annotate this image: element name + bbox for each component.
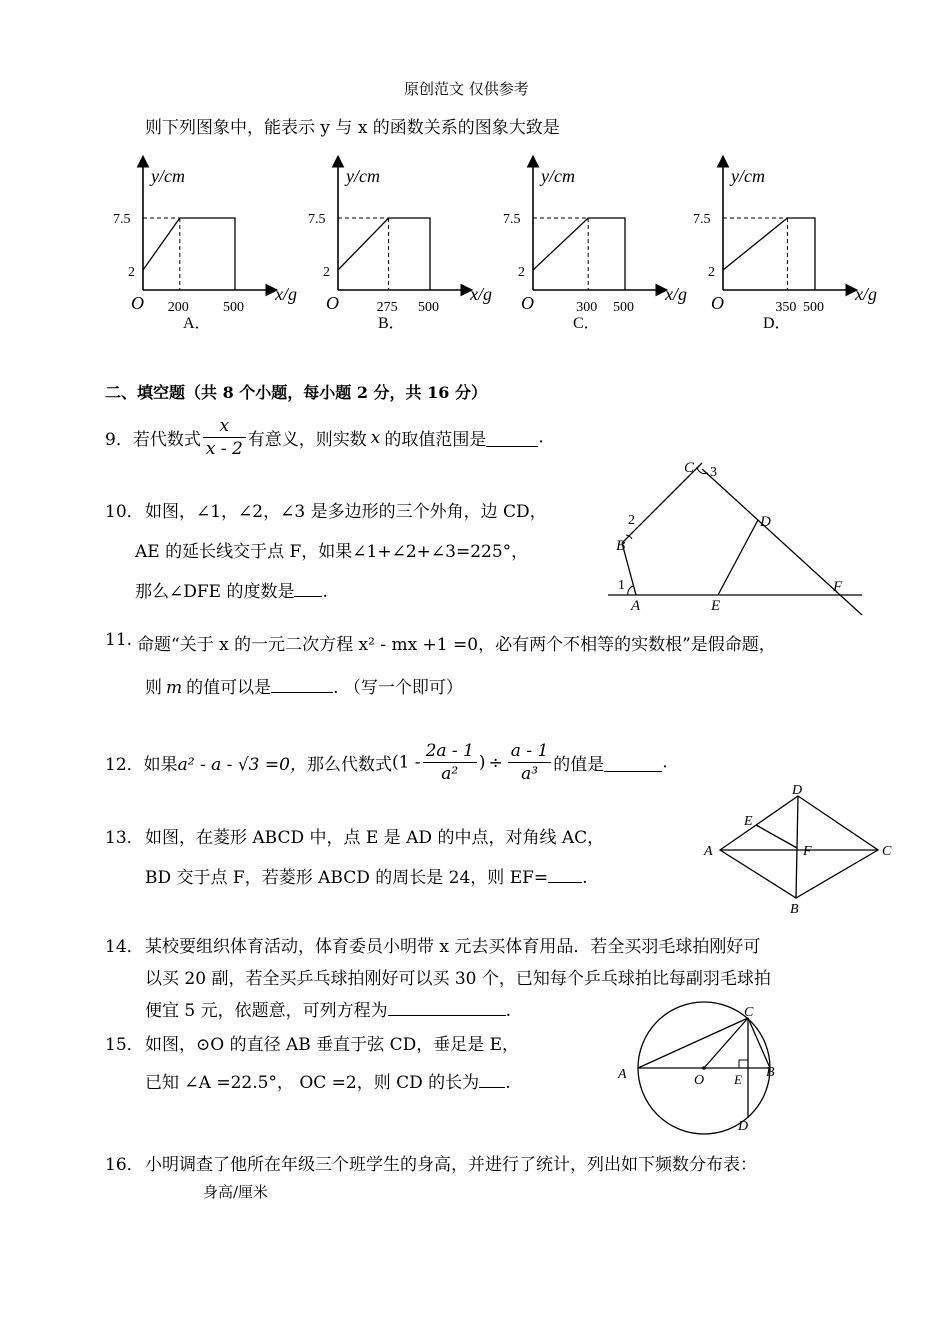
q14-line3-text: 便宜 5 元，依题意，可列方程为 bbox=[145, 1001, 388, 1021]
y-tick-label: 2 bbox=[708, 265, 715, 280]
function-line bbox=[723, 218, 815, 290]
function-line bbox=[338, 218, 430, 290]
q10-label-c: C bbox=[684, 460, 695, 476]
q13-label-a: A bbox=[704, 844, 713, 859]
q12-fraction-1 bbox=[423, 740, 477, 785]
y-axis-label: y/cm bbox=[541, 166, 575, 186]
y-axis-label: y/cm bbox=[346, 166, 380, 186]
q12-close: ) bbox=[478, 752, 486, 773]
q15-end: . bbox=[505, 1073, 511, 1093]
q15-label-b: B bbox=[766, 1065, 775, 1080]
section-2-title: 二、填空题（共 8 个小题，每小题 2 分，共 16 分） bbox=[105, 383, 487, 402]
q12-f1-num: 2a - 1 bbox=[423, 740, 477, 763]
x-axis-label: x/g bbox=[665, 284, 687, 304]
q12-div: ÷ bbox=[488, 752, 503, 773]
graph-a bbox=[113, 158, 297, 332]
option-label: A． bbox=[183, 315, 211, 332]
y-tick-label: 7.5 bbox=[503, 212, 521, 227]
q14-line3 bbox=[145, 996, 511, 1021]
y-tick-label: 2 bbox=[518, 265, 525, 280]
q12-pre: 如果 bbox=[143, 755, 178, 775]
q15-answer-blank[interactable] bbox=[479, 1070, 505, 1088]
q10-label-f: F bbox=[833, 579, 843, 595]
graph-c bbox=[503, 158, 687, 332]
q10-line3-text: 那么∠DFE 的度数是 bbox=[135, 582, 295, 602]
q16-table-header: 身高/厘米 bbox=[203, 1183, 269, 1201]
q10-line3 bbox=[135, 577, 328, 602]
q13-line2 bbox=[145, 863, 588, 888]
q9-frac-den: x - 2 bbox=[205, 439, 243, 459]
q9-answer-blank[interactable] bbox=[486, 429, 538, 447]
q9-post: 有意义，则实数 bbox=[247, 430, 367, 450]
q10-end: . bbox=[322, 582, 328, 602]
q10-label-b: B bbox=[616, 538, 626, 554]
q9-end: . bbox=[538, 427, 544, 448]
q13-line1: 如图，在菱形 ABCD 中，点 E 是 AD 的中点，对角线 AC， bbox=[145, 828, 605, 848]
q11-var: m bbox=[166, 678, 183, 698]
q9-pre: 若代数式 bbox=[132, 430, 201, 450]
q11-number: 11. bbox=[105, 630, 133, 650]
q14-answer-blank[interactable] bbox=[388, 998, 506, 1016]
q10-line1: 如图，∠1，∠2，∠3 是多边形的三个外角，边 CD， bbox=[145, 502, 547, 522]
question-9 bbox=[105, 415, 544, 460]
q15-line2 bbox=[145, 1068, 511, 1093]
origin-label: O bbox=[131, 293, 144, 313]
x-axis-label: x/g bbox=[470, 284, 492, 304]
q10-line2: AE 的延长线交于点 F，如果∠1+∠2+∠3=225°， bbox=[135, 542, 529, 562]
q13-label-f: F bbox=[803, 844, 812, 859]
x-tick-label: 275 bbox=[376, 300, 398, 315]
q9-post2: 的取值范围是 bbox=[384, 430, 487, 450]
y-tick-label: 2 bbox=[323, 265, 330, 280]
q12-fraction-2 bbox=[508, 740, 552, 785]
q15-figure bbox=[610, 1000, 790, 1140]
q12-number: 12． bbox=[105, 755, 144, 775]
q13-label-c: C bbox=[882, 844, 892, 859]
x-axis-label: x/g bbox=[855, 284, 877, 304]
q15-line1: 如图，⊙O 的直径 AB 垂直于弦 CD，垂足是 E， bbox=[145, 1035, 520, 1055]
q12-equation: a² - a - √3 =0， bbox=[177, 755, 307, 775]
q9-number: 9． bbox=[105, 430, 133, 450]
option-label: C． bbox=[573, 315, 600, 332]
q15-label-o: O bbox=[694, 1073, 705, 1088]
q10-label-a: A bbox=[631, 598, 641, 614]
y-axis-label: y/cm bbox=[151, 166, 185, 186]
q12-f2-num: a - 1 bbox=[508, 740, 552, 763]
y-tick-label: 2 bbox=[128, 265, 135, 280]
x-tick-label: 500 bbox=[418, 300, 439, 315]
q13-label-b: B bbox=[790, 902, 799, 917]
q13-answer-blank[interactable] bbox=[548, 865, 582, 883]
q15-label-a: A bbox=[618, 1067, 627, 1082]
x-tick-label: 200 bbox=[167, 300, 189, 315]
q11-answer-blank[interactable] bbox=[271, 675, 333, 693]
q15-label-c: C bbox=[744, 1005, 754, 1020]
x-axis-label: x/g bbox=[275, 284, 297, 304]
q12-f1-den: a² bbox=[441, 764, 459, 784]
q12-open: (1 - bbox=[391, 752, 421, 773]
y-axis-label: y/cm bbox=[731, 166, 765, 186]
x-tick-label: 500 bbox=[803, 300, 824, 315]
q10-label-e: E bbox=[711, 598, 721, 614]
q11-line1: 命题“关于 x 的一元二次方程 x² - mx +1 =0，必有两个不相等的实数根”是假命题， bbox=[137, 635, 776, 655]
graph-b bbox=[308, 158, 492, 332]
x-tick-label: 350 bbox=[775, 300, 797, 315]
q12-end: . bbox=[662, 752, 668, 773]
graph-d bbox=[693, 158, 877, 332]
q14-end: . bbox=[505, 1001, 512, 1021]
q14-line2: 以买 20 副，若全买乒乓球拍刚好可以买 30 个，已知每个乒乓球拍比每副羽毛球拍 bbox=[145, 969, 771, 989]
q9-fraction bbox=[203, 415, 246, 460]
y-tick-label: 7.5 bbox=[693, 212, 711, 227]
y-tick-label: 7.5 bbox=[113, 212, 131, 227]
q13-label-d: D bbox=[792, 783, 803, 798]
q14-line1: 某校要组织体育活动，体育委员小明带 x 元去买体育用品．若全买羽毛球拍刚好可 bbox=[145, 937, 761, 957]
origin-label: O bbox=[711, 293, 724, 313]
q11-line2-post: 的值可以是 bbox=[186, 678, 272, 698]
q9-frac-num: x bbox=[203, 415, 246, 438]
page-header: 原创范文 仅供参考 bbox=[404, 80, 529, 98]
x-tick-label: 500 bbox=[223, 300, 244, 315]
q11-line2 bbox=[145, 673, 463, 698]
q13-label-e: E bbox=[744, 814, 753, 829]
q15-label-d: D bbox=[738, 1119, 749, 1134]
x-tick-label: 300 bbox=[576, 300, 598, 315]
origin-label: O bbox=[326, 293, 339, 313]
q11-line2-pre: 则 bbox=[145, 678, 162, 698]
q13-line2-text: BD 交于点 F，若菱形 ABCD 的周长是 24，则 EF= bbox=[145, 868, 549, 888]
q12-answer-blank[interactable] bbox=[604, 754, 662, 772]
q13-end: . bbox=[582, 868, 588, 888]
origin-label: O bbox=[521, 293, 534, 313]
q10-number: 10． bbox=[105, 502, 144, 522]
q10-angle-1: 1 bbox=[618, 578, 625, 593]
q9-var: x bbox=[370, 427, 381, 448]
option-label: B． bbox=[378, 315, 405, 332]
q15-line2-text: 已知 ∠A =22.5°， OC =2，则 CD 的长为 bbox=[145, 1073, 480, 1093]
function-line bbox=[533, 218, 625, 290]
q12-post: 的值是 bbox=[553, 755, 605, 775]
q10-figure bbox=[600, 455, 870, 615]
q10-angle-2: 2 bbox=[628, 513, 635, 528]
q10-angle-3: 3 bbox=[710, 465, 717, 480]
q15-label-e: E bbox=[734, 1072, 742, 1087]
q14-number: 14． bbox=[105, 937, 144, 957]
q8-graphs bbox=[100, 150, 880, 345]
q16-number: 16． bbox=[105, 1155, 144, 1175]
q10-answer-blank[interactable] bbox=[294, 579, 322, 597]
q13-figure bbox=[700, 780, 900, 920]
q12-f2-den: a³ bbox=[521, 764, 539, 784]
option-label: D． bbox=[763, 315, 791, 332]
y-tick-label: 7.5 bbox=[308, 212, 326, 227]
q11-line2-end: . （写一个即可） bbox=[333, 678, 463, 698]
q13-number: 13． bbox=[105, 828, 144, 848]
question-12 bbox=[105, 740, 668, 785]
q12-mid: 那么代数式 bbox=[306, 755, 392, 775]
function-line bbox=[143, 218, 235, 290]
q15-number: 15． bbox=[105, 1035, 144, 1055]
q16-line1: 小明调查了他所在年级三个班学生的身高，并进行了统计，列出如下频数分布表： bbox=[145, 1155, 757, 1175]
q10-label-d: D bbox=[760, 514, 771, 530]
q8-intro: 则下列图象中，能表示 y 与 x 的函数关系的图象大致是 bbox=[145, 118, 560, 138]
x-tick-label: 500 bbox=[613, 300, 634, 315]
